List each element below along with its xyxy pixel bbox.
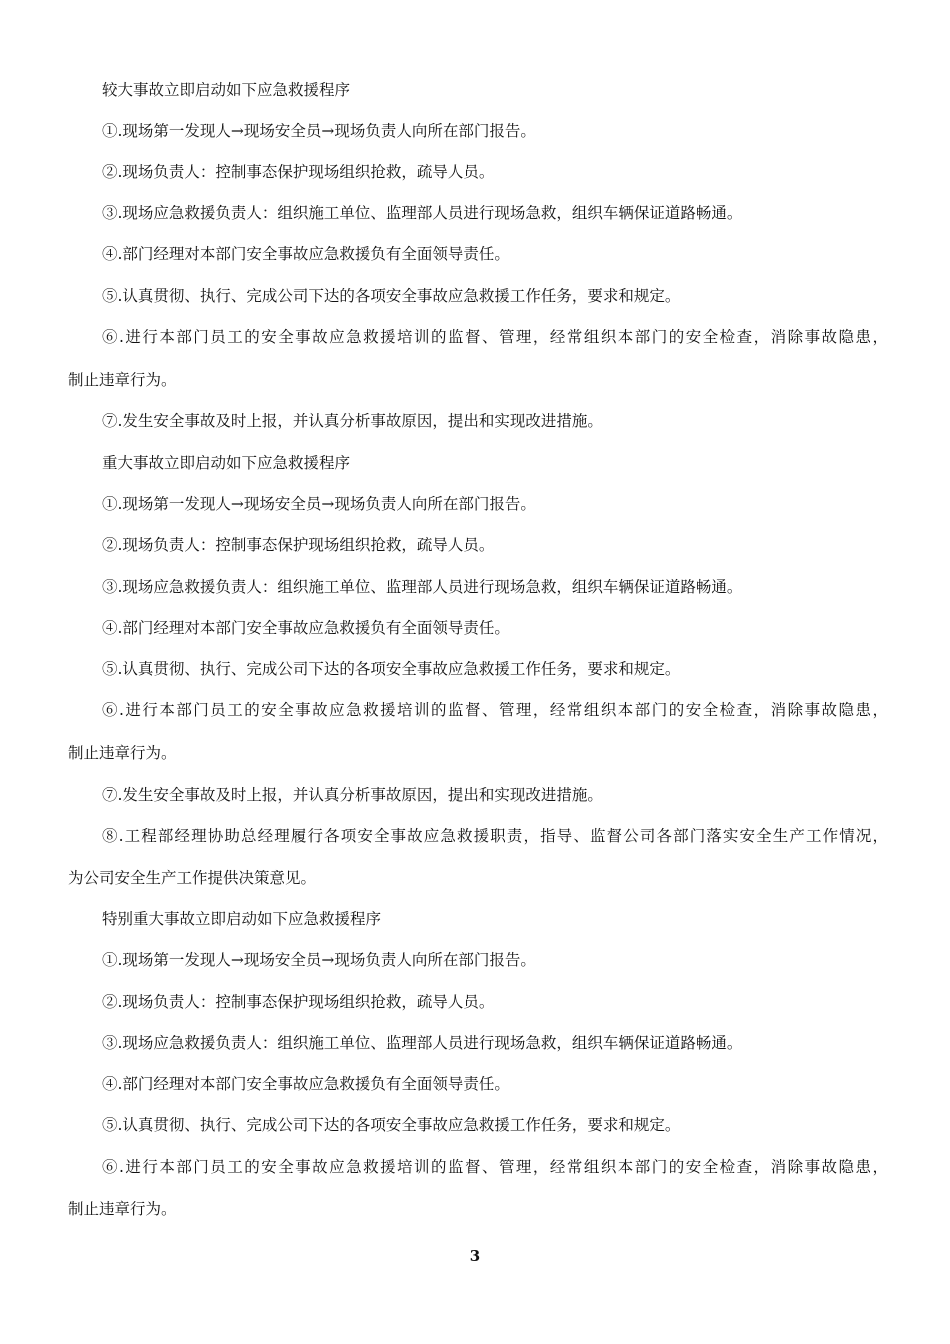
procedure-item-continuation: 为公司安全生产工作提供决策意见。 <box>68 869 317 887</box>
procedure-item: ①.现场第一发现人→现场安全员→现场负责人向所在部门报告。 <box>102 122 536 140</box>
procedure-item: ⑥.进行本部门员工的安全事故应急救援培训的监督、管理，经常组织本部门的安全检查，消除事故隐患， <box>102 328 888 346</box>
procedure-item: ⑦.发生安全事故及时上报，并认真分析事故原因，提出和实现改进措施。 <box>102 786 603 804</box>
section-heading-serious-accident: 重大事故立即启动如下应急救援程序 <box>102 454 351 472</box>
procedure-item: ②.现场负责人：控制事态保护现场组织抢救，疏导人员。 <box>102 536 495 554</box>
procedure-item: ②.现场负责人：控制事态保护现场组织抢救，疏导人员。 <box>102 163 495 181</box>
section-heading-extremely-serious-accident: 特别重大事故立即启动如下应急救援程序 <box>102 910 382 928</box>
procedure-item: ⑥.进行本部门员工的安全事故应急救援培训的监督、管理，经常组织本部门的安全检查，消除事故隐患， <box>102 701 888 719</box>
procedure-item-continuation: 制止违章行为。 <box>68 371 177 389</box>
procedure-item: ②.现场负责人：控制事态保护现场组织抢救，疏导人员。 <box>102 993 495 1011</box>
procedure-item: ③.现场应急救援负责人：组织施工单位、监理部人员进行现场急救，组织车辆保证道路畅通。 <box>102 578 743 596</box>
procedure-item: ④.部门经理对本部门安全事故应急救援负有全面领导责任。 <box>102 245 510 263</box>
procedure-item: ⑤.认真贯彻、执行、完成公司下达的各项安全事故应急救援工作任务，要求和规定。 <box>102 1116 681 1134</box>
section-heading-major-accident: 较大事故立即启动如下应急救援程序 <box>102 81 351 99</box>
procedure-item-continuation: 制止违章行为。 <box>68 1200 177 1218</box>
procedure-item: ①.现场第一发现人→现场安全员→现场负责人向所在部门报告。 <box>102 951 536 969</box>
procedure-item: ⑥.进行本部门员工的安全事故应急救援培训的监督、管理，经常组织本部门的安全检查，消除事故隐患， <box>102 1158 888 1176</box>
page-number: 3 <box>469 1247 481 1265</box>
procedure-item: ③.现场应急救援负责人：组织施工单位、监理部人员进行现场急救，组织车辆保证道路畅通。 <box>102 204 743 222</box>
procedure-item: ③.现场应急救援负责人：组织施工单位、监理部人员进行现场急救，组织车辆保证道路畅通。 <box>102 1034 743 1052</box>
procedure-item: ①.现场第一发现人→现场安全员→现场负责人向所在部门报告。 <box>102 495 536 513</box>
procedure-item: ⑤.认真贯彻、执行、完成公司下达的各项安全事故应急救援工作任务，要求和规定。 <box>102 287 681 305</box>
procedure-item-continuation: 制止违章行为。 <box>68 744 177 762</box>
procedure-item: ⑧.工程部经理协助总经理履行各项安全事故应急救援职责，指导、监督公司各部门落实安全生产工作情况， <box>102 827 888 845</box>
procedure-item: ④.部门经理对本部门安全事故应急救援负有全面领导责任。 <box>102 619 510 637</box>
procedure-item: ⑦.发生安全事故及时上报，并认真分析事故原因，提出和实现改进措施。 <box>102 412 603 430</box>
procedure-item: ④.部门经理对本部门安全事故应急救援负有全面领导责任。 <box>102 1075 510 1093</box>
procedure-item: ⑤.认真贯彻、执行、完成公司下达的各项安全事故应急救援工作任务，要求和规定。 <box>102 660 681 678</box>
